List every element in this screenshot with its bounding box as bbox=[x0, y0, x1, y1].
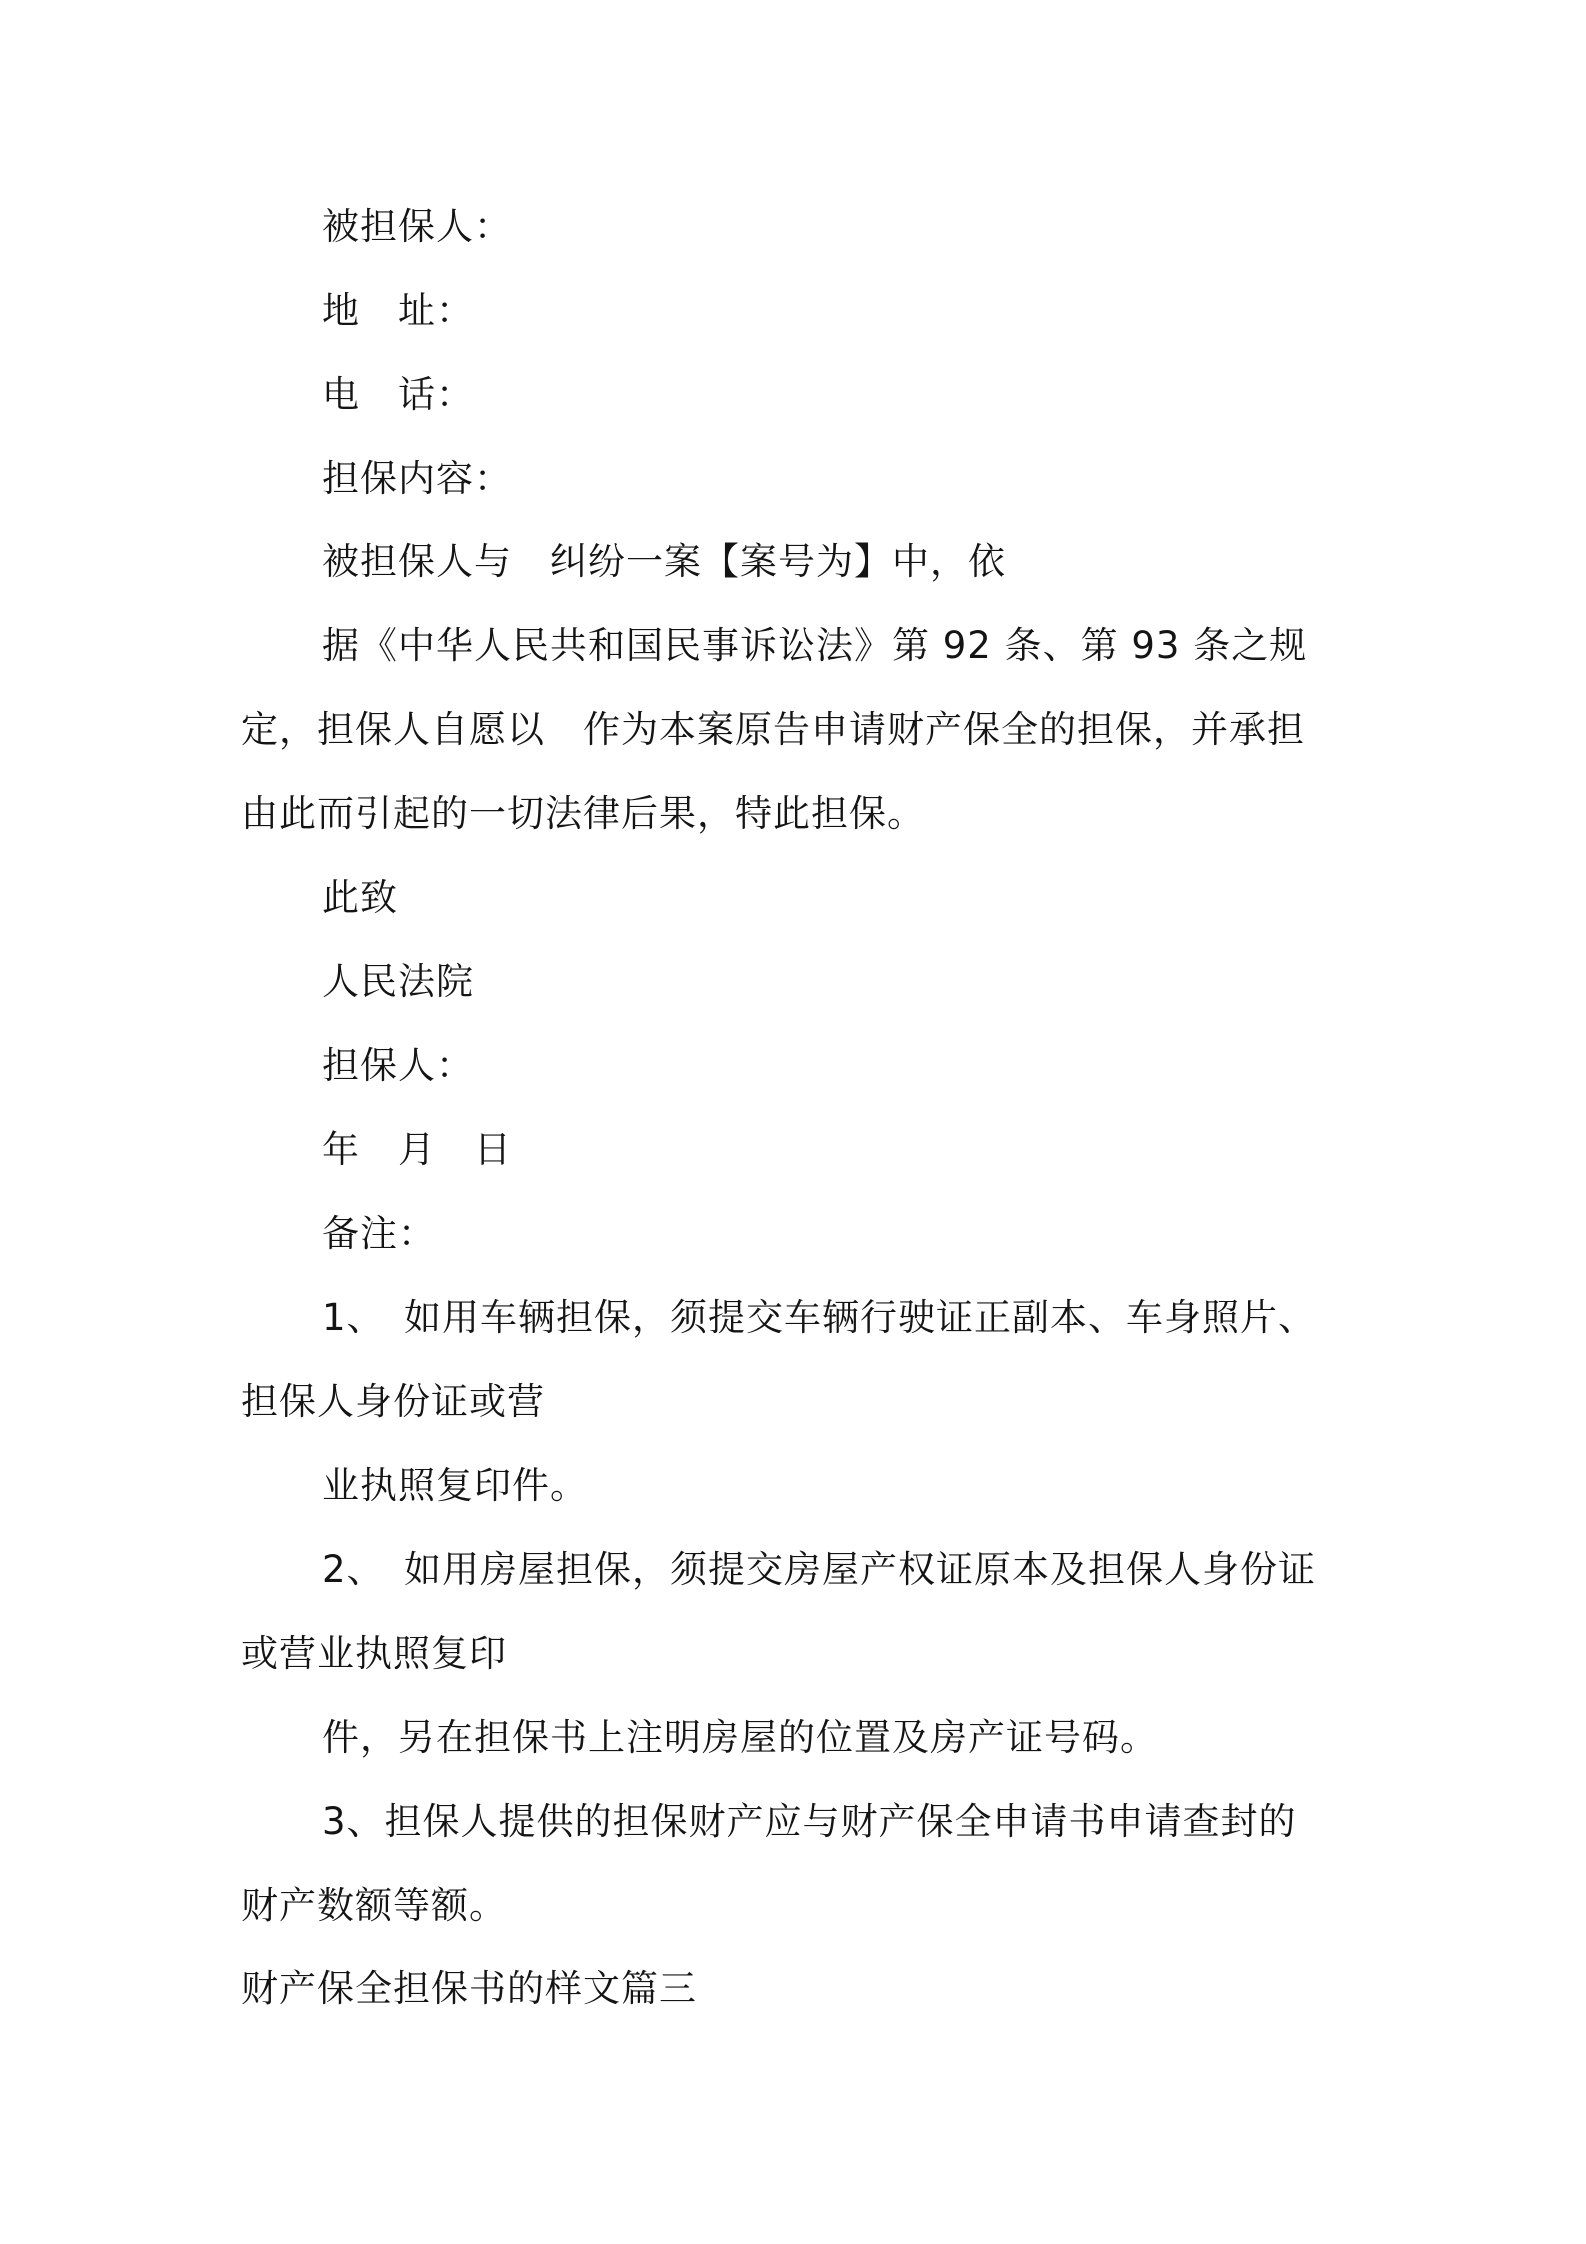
guarantor-signature-label: 担保人： bbox=[322, 1044, 474, 1087]
remark-item-continued: 或营业执照复印 bbox=[241, 1632, 507, 1675]
remark-item-continued: 业执照复印件。 bbox=[322, 1464, 588, 1507]
guaranteed-party-label: 被担保人： bbox=[322, 205, 512, 248]
paragraph-line: 定，担保人自愿以 作为本案原告申请财产保全的担保，并承担 bbox=[241, 708, 1305, 751]
court-name: 人民法院 bbox=[322, 960, 474, 1003]
phone-label: 电 话： bbox=[322, 373, 474, 416]
paragraph-line: 由此而引起的一切法律后果，特此担保。 bbox=[241, 792, 925, 835]
salutation: 此致 bbox=[322, 876, 398, 919]
remark-item: 2、 如用房屋担保，须提交房屋产权证原本及担保人身份证 bbox=[322, 1548, 1317, 1591]
remarks-label: 备注： bbox=[322, 1212, 436, 1255]
date-line: 年 月 日 bbox=[322, 1128, 512, 1171]
remark-item: 3、担保人提供的担保财产应与财产保全申请书申请查封的 bbox=[322, 1800, 1297, 1843]
remark-item: 1、 如用车辆担保，须提交车辆行驶证正副本、车身照片、 bbox=[322, 1296, 1317, 1339]
remark-item-continued: 财产数额等额。 bbox=[241, 1884, 507, 1927]
remark-item-continued: 担保人身份证或营 bbox=[241, 1380, 545, 1423]
remark-item-continued: 件，另在担保书上注明房屋的位置及房产证号码。 bbox=[322, 1716, 1158, 1759]
guarantee-content-label: 担保内容： bbox=[322, 457, 512, 500]
section-heading: 财产保全担保书的样文篇三 bbox=[241, 1967, 697, 2010]
paragraph-line: 被担保人与 纠纷一案【案号为】中，依 bbox=[322, 540, 1006, 583]
paragraph-line: 据《中华人民共和国民事诉讼法》第 92 条、第 93 条之规 bbox=[322, 624, 1308, 667]
address-label: 地 址： bbox=[322, 289, 474, 332]
